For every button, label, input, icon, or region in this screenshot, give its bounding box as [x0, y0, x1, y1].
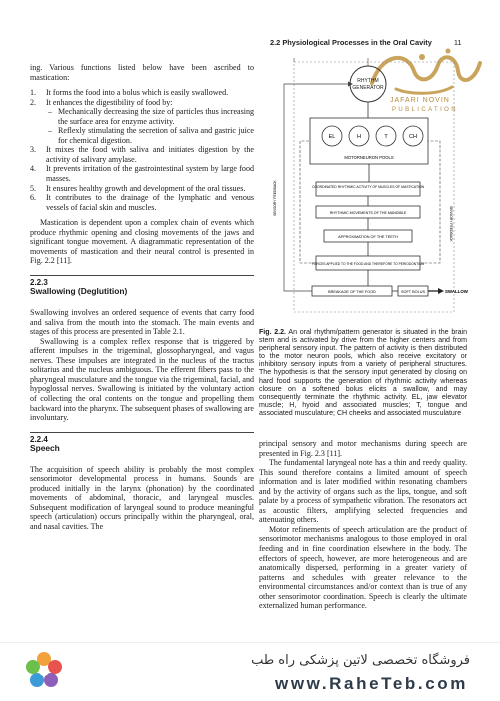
- sub-list-item: – Reflexly stimulating the secretion of saliva and gastric juice for chemical digestion.: [56, 126, 254, 145]
- store-name-persian: فروشگاه تخصصی لاتین پزشکی راه طب: [251, 653, 470, 668]
- box-label-2: RHYTHMIC MOVEMENTS OF THE MANDIBLE: [329, 211, 407, 215]
- mastication-functions-list: [30, 88, 254, 212]
- box-label-3: APPROXIMATION OF THE TEETH: [338, 235, 398, 239]
- rhythm-generator-node: [350, 66, 386, 102]
- intro-paragraph: ing. Various functions listed below have been ascribed to mastication:: [30, 63, 254, 82]
- swallowing-paragraph-2: Swallowing is a complex reflex response that is triggered by afferent impulses in the trigeminal, glossopharyngeal, and vagus nerves. These impulses are integrated in the nucleus of the tractus solitarius and the nucleus ambiguous. The efferent fibers pass to the pharyngeal musculature and the tongue via the trigeminal, facial, and hypoglossal nerves. Swallowing is initiated by the voluntary action of collecting the oral contents on the tongue and propelling them backward into the pharynx. The subsequent phases of swallowing are involuntary.: [30, 336, 254, 423]
- right-paragraph-1: principal sensory and motor mechanisms during speech are presented in Fig. 2.3 [11].: [259, 439, 467, 458]
- list-item: 2. It enhances the digestibility of food by: – Mechanically decreasing the size of particles thus increasing the surface area for enzyme activity. – Reflexly stimulating the secretion of saliva and gastric juice for chemical digestion.: [44, 98, 254, 146]
- pools-label: MOTORNEURON POOLS: [344, 155, 394, 160]
- figure-2-2: [264, 56, 468, 322]
- page-number: 11: [453, 38, 462, 47]
- store-website: www.RaheTeb.com: [275, 674, 468, 693]
- list-item: 1. It forms the food into a bolus which is easily swallowed.: [30, 88, 229, 98]
- section-title-swallowing: Swallowing (Deglutition): [30, 286, 128, 297]
- box-label-1: COORDINATED RHYTHMIC ACTIVITY OF MUSCLES OF MASTICATION: [311, 185, 425, 189]
- pool-h-label: H: [357, 134, 361, 140]
- section-divider: [30, 432, 254, 433]
- flower-logo-icon: [22, 649, 66, 693]
- publisher-sub: PUBLICATION: [392, 107, 458, 113]
- section-number: 2.2.4: [30, 434, 48, 444]
- generator-label-2: GENERATOR: [352, 85, 384, 91]
- right-column: [259, 439, 467, 611]
- sub-list-item: – Mechanically decreasing the size of particles thus increasing the surface area for enzyme activity.: [56, 107, 254, 126]
- generator-label-1: RHYTHM: [357, 78, 379, 84]
- footer-banner: [0, 642, 500, 701]
- list-item: 4. It prevents irritation of the gastrointestinal system by large food masses.: [30, 164, 254, 184]
- section-divider: [30, 275, 254, 276]
- pool-t-label: T: [384, 134, 388, 140]
- neural-control-diagram: [264, 56, 468, 322]
- pool-ch-label: CH: [409, 134, 417, 140]
- caption-label: Fig. 2.2.: [259, 329, 287, 336]
- box-label-4: FORCES APPLIED TO THE FOOD AND THEREFORE TO PERIODONTIUM: [311, 262, 425, 266]
- list-item: 5. It ensures healthy growth and development of the oral tissues.: [30, 183, 246, 193]
- right-paragraph-3: Motor refinements of speech articulation are the product of sensorimotor mechanisms analogous to those employed in oral feeding and in fine coordination elsewhere in the body. The effectors of speech, however, are more heterogeneous and are anatomically dispersed, performing in a greater variety of patterns and schedules with greater relevance to the environmental circumstances and/or context than is true of any other sensorimotor coordination. Speech is clearly the ultimate externalized human performance.: [259, 524, 467, 611]
- figure-caption: [259, 329, 467, 418]
- sub-list: [46, 107, 254, 145]
- list-item: 6. It contributes to the drainage of the lymphatic and venous vessels of facial skin and muscles.: [30, 193, 254, 212]
- box-label-5: BREAKAGE OF THE FOOD: [328, 290, 376, 294]
- left-column: [30, 63, 254, 532]
- header-title: 2.2 Physiological Processes in the Oral Cavity: [270, 38, 432, 47]
- right-paragraph-2: The fundamental laryngeal note has a thin and reedy quality. This sound therefore contains a limited amount of speech information and is later modified within resonating chambers and by the activity of organs such as the lips, tongue, and soft palate by a process of sympathetic vibration. The resonators act as acoustic filters, amplifying selected frequencies and attenuating others.: [259, 458, 467, 525]
- feedback-label-left: SENSORY FEEDBACK: [273, 180, 277, 216]
- speech-paragraph: The acquisition of speech ability is probably the most complex sensorimotor developmental process in humans. Sounds are produced initially in the larynx (phonation) by the coordinated movements of abdominal, thoracic, and laryngeal muscles. Subsequent modification of laryngeal sound to produce meaningful speech (articulation) occurs principally within the pharyngeal, oral, and nasal cavities. The: [30, 464, 254, 531]
- list-item: 3. It mixes the food with saliva and initiates digestion by the activity of salivary amylase.: [30, 145, 254, 164]
- publisher-name: JAFARI NOVIN: [390, 97, 450, 104]
- swallow-label: SWALLOW: [445, 289, 468, 294]
- box-label-6: SOFT BOLUS: [401, 290, 425, 294]
- pool-el-label: EL: [328, 134, 336, 140]
- feedback-label-right: SENSORY FEEDBACK: [449, 206, 453, 242]
- caption-text: An oral rhythm/pattern generator is situated in the brain stem and is activated by drive from the higher centers and from peripheral sensory input. The pattern of activity is then distributed to the motor neuron pools, which also receive excitatory or inhibitory sensory inputs from a variety of peripheral structures. The hypothesis is that the sensory input generated by closing on hard food supports the generation of rhythmic activity whereas closure on a softened bolus elicits a swallow, and may consequently terminate the rhythmic activity. EL, jaw elevator muscle; H, hyoid and associated muscles; T, tongue and associated musculature; CH cheeks and associated musculature: [259, 329, 467, 417]
- section-title-speech: Speech: [30, 443, 60, 454]
- section-number: 2.2.3: [30, 277, 48, 287]
- swallowing-paragraph-1: Swallowing involves an ordered sequence of events that carry food and saliva from the mouth into the stomach. The main events and stages of this process are presented in Table 2.1.: [30, 308, 254, 337]
- mastication-paragraph: Mastication is dependent upon a complex chain of events which produce rhythmic opening and closing movements of the jaws and significant tongue movement. A diagrammatic representation of the movements of mastication and their neural control is presented in Fig. 2.2 [11].: [30, 218, 254, 266]
